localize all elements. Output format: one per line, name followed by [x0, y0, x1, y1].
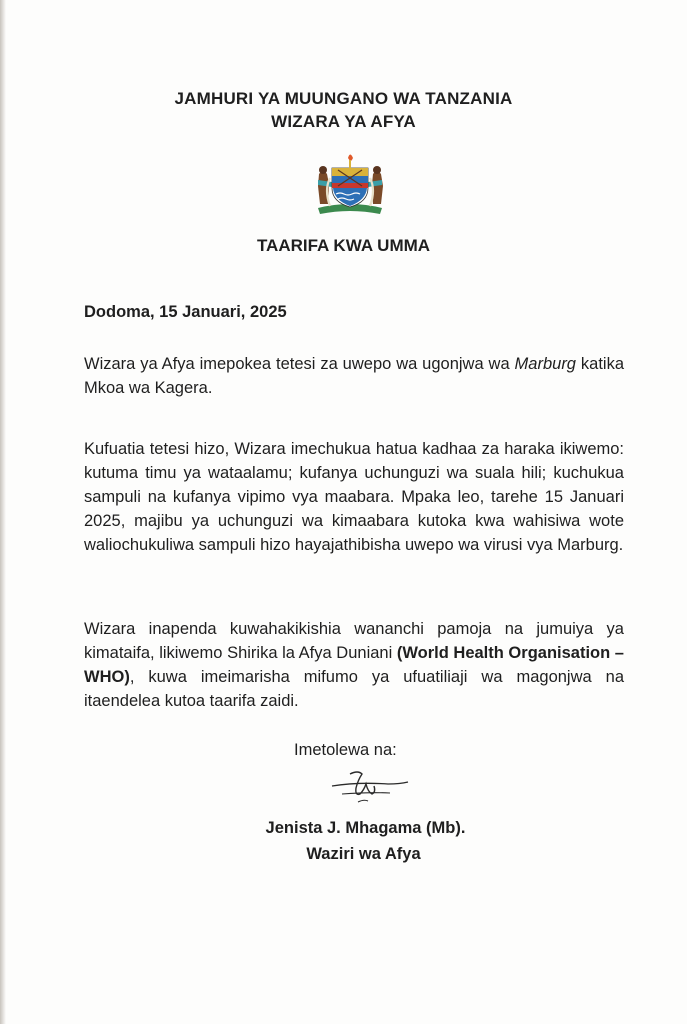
- signer-role: Waziri wa Afya: [306, 845, 421, 863]
- paragraph-1-text-end: katika Mkoa wa Kagera.: [84, 355, 625, 397]
- handwritten-signature-icon: [328, 766, 414, 808]
- page-edge-shadow: [0, 0, 6, 1024]
- letterhead: [0, 87, 687, 133]
- issued-by-label: Imetolewa na:: [294, 741, 397, 759]
- letterhead-line-2: WIZARA YA AFYA: [271, 112, 416, 131]
- paragraph-3-bold: (World Health Organisation – WHO): [84, 644, 624, 686]
- paragraph-1: [84, 352, 624, 400]
- paragraph-3: [84, 617, 624, 713]
- paragraph-1-text-start: Wizara ya Afya imepokea tetesi za uwepo wa ugonjwa wa: [84, 355, 515, 373]
- paragraph-3-text-end: , kuwa imeimarisha mifumo ya ufuatiliaji wa magonjwa na itaendelea kutoa taarifa zaidi.: [84, 668, 624, 710]
- tanzania-coat-of-arms-icon: [310, 150, 390, 216]
- dateline: Dodoma, 15 Januari, 2025: [84, 303, 287, 321]
- signer-block: [0, 815, 687, 867]
- paragraph-1-italic: Marburg: [514, 355, 576, 373]
- notice-title: TAARIFA KWA UMMA: [256, 236, 431, 255]
- letterhead-line-1: JAMHURI YA MUUNGANO WA TANZANIA: [174, 89, 513, 108]
- paragraph-2: Kufuatia tetesi hizo, Wizara imechukua hatua kadhaa za haraka ikiwemo: kutuma timu ya wataalamu; kufanya uchunguzi wa suala hili; kuchukua sampuli na kufanya vipimo vya maabara. Mpaka leo, tarehe 15 Januari 2025, majibu ya uchunguzi wa kimaabara kutoka kwa wahisiwa wote waliochukuliwa sampuli hizo hayajathibisha uwepo wa virusi vya Marburg.: [84, 440, 624, 554]
- paragraph-3-text-start: Wizara inapenda kuwahakikishia wananchi pamoja na jumuiya ya kimataifa, likiwemo Shirika la Afya Duniani: [84, 620, 624, 662]
- signer-name: Jenista J. Mhagama (Mb).: [265, 819, 466, 837]
